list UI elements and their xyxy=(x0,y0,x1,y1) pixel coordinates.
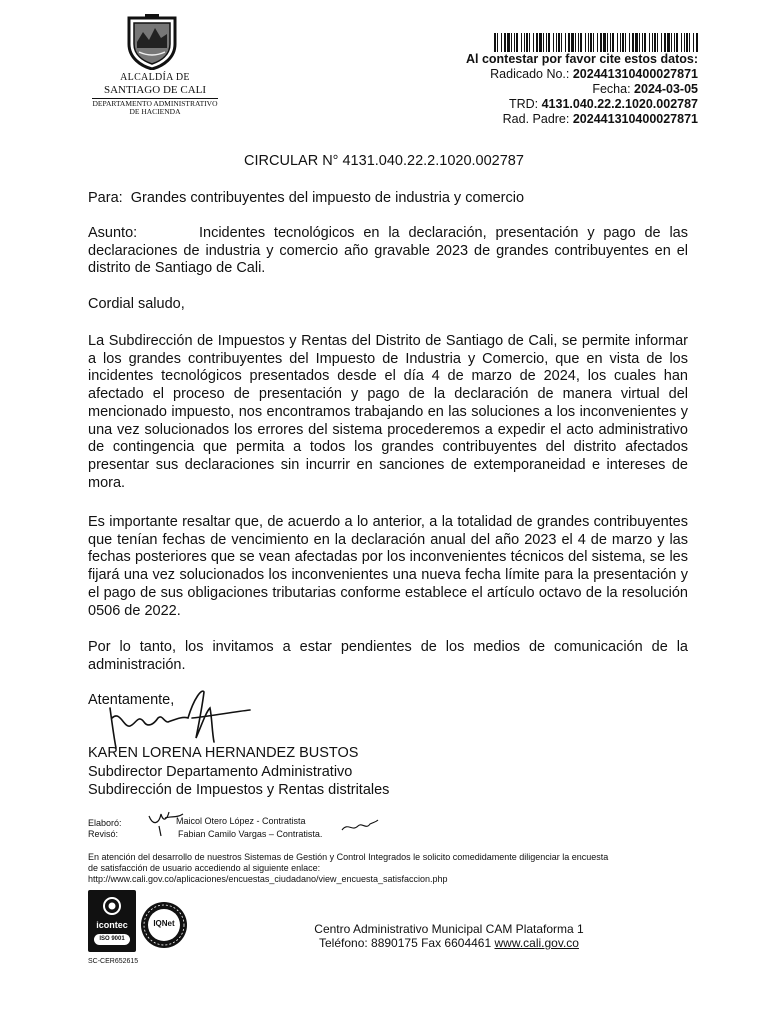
radicado-label: Radicado No.: xyxy=(490,67,570,81)
radicado-value: 202441310400027871 xyxy=(572,67,698,81)
body-paragraph-2: Es importante resaltar que, de acuerdo a lo anterior, a la totalidad de grandes contribuyentes que tenían fechas de vencimiento en la declaración anual del año 2023 el 4 de marzo y las fechas posteriores que se vean afectadas por los inconvenientes técnicos del sistema, se les fijará una vez solucionados los inconvenientes una nueva fecha límite para la presentación y el pago de sus obligaciones tributarias conforme establece el artículo octavo de la resolución 0506 de 2022. xyxy=(88,514,688,619)
org-department-line1: DEPARTAMENTO ADMINISTRATIVO xyxy=(92,99,218,108)
org-department xyxy=(80,100,230,116)
icontec-mark-icon xyxy=(102,896,122,916)
elaboro-label: Elaboró: xyxy=(88,818,122,828)
initials-signature-icon xyxy=(145,808,185,838)
fecha-label: Fecha: xyxy=(592,82,631,96)
org-name-line2: SANTIAGO DE CALI xyxy=(103,84,207,96)
fecha-value: 2024-03-05 xyxy=(634,82,698,96)
cert-code: SC-CER652615 xyxy=(88,958,139,965)
coat-of-arms-icon xyxy=(125,14,179,70)
signer-name: KAREN LORENA HERNANDEZ BUSTOS xyxy=(88,745,359,761)
survey-notice-line2: de satisfacción de usuario accediendo al siguiente enlace: xyxy=(88,863,321,873)
body-paragraph-3: Por lo tanto, los invitamos a estar pendientes de los medios de comunicación de la administración. xyxy=(88,639,688,673)
asunto-paragraph: Asunto: Incidentes tecnológicos en la declaración, presentación y pago de las declaraciones de industria y comercio año gravable 2023 de grandes contribuyentes en el distrito de Santiago de Cali. xyxy=(88,225,693,277)
survey-link[interactable]: http://www.cali.gov.co/aplicaciones/encuestas_ciudadano/view_encuesta_satisfaccion.php xyxy=(88,874,448,884)
icontec-logo xyxy=(88,890,136,952)
footer-contact xyxy=(274,936,624,950)
icontec-label: icontec xyxy=(96,920,128,930)
trd-row xyxy=(509,97,698,112)
survey-notice-line1: En atención del desarrollo de nuestros Sistemas de Gestión y Control Integrados le solicito comedidamente diligenciar la encuesta xyxy=(88,852,609,862)
trd-value: 4131.040.22.2.1020.002787 xyxy=(541,97,698,111)
iqnet-label: IQNet xyxy=(153,919,175,928)
iso-label: ISO 9001 xyxy=(94,934,130,945)
rad-padre-label: Rad. Padre: xyxy=(502,112,570,126)
signer-title-2: Subdirección de Impuestos y Rentas distritales xyxy=(88,782,390,798)
trd-label: TRD: xyxy=(508,97,539,111)
footer-phone: Teléfono: 8890175 Fax 6604461 xyxy=(319,936,492,950)
body-paragraph-1: La Subdirección de Impuestos y Rentas del Distrito de Santiago de Cali, se permite informar a los grandes contribuyentes del Impuesto de Industria y Comercio, que en vista de los incidentes tecnológicos presentados desde el día 4 de marzo de 2024, los cuales han afectado el proceso de presentación y pago de la declaración de manera virtual del mencionado impuesto, nos encontramos trabajando en las soluciones a los inconvenientes y una vez solucionados los errores del sistema procederemos a expedir el acto administrativo de contingencia que permita a todos los grandes contribuyentes del distrito afectados presentar sus declaraciones sin incurrir en sanciones de extemporaneidad e intereses de mora. xyxy=(88,333,688,491)
barcode-icon xyxy=(494,33,698,52)
fecha-row xyxy=(592,82,698,97)
initials-signature-2-icon xyxy=(340,818,380,834)
footer-website-link[interactable]: www.cali.gov.co xyxy=(494,936,579,950)
reviso-label: Revisó: xyxy=(88,829,119,839)
radicado-row xyxy=(490,67,698,82)
reviso-value: Fabian Camilo Vargas – Contratista. xyxy=(178,829,323,839)
signer-title-1: Subdirector Departamento Administrativo xyxy=(88,764,353,780)
org-name-line1: ALCALDÍA DE xyxy=(120,72,190,83)
para-line: Para: Grandes contribuyentes del impuesto de industria y comercio xyxy=(88,190,525,206)
org-department-line2: DE HACIENDA xyxy=(129,107,181,116)
cite-notice: Al contestar por favor cite estos datos: xyxy=(465,52,698,66)
rad-padre-value: 202441310400027871 xyxy=(572,112,698,126)
circular-title: CIRCULAR N° 4131.040.22.2.1020.002787 xyxy=(244,153,524,169)
greeting: Cordial saludo, xyxy=(88,296,185,312)
elaboro-value: Maicol Otero López - Contratista xyxy=(176,816,306,826)
closing: Atentamente, xyxy=(88,692,175,708)
footer-address: Centro Administrativo Municipal CAM Plataforma 1 xyxy=(314,922,584,936)
rad-padre-row xyxy=(503,112,698,127)
iqnet-logo xyxy=(139,900,189,950)
